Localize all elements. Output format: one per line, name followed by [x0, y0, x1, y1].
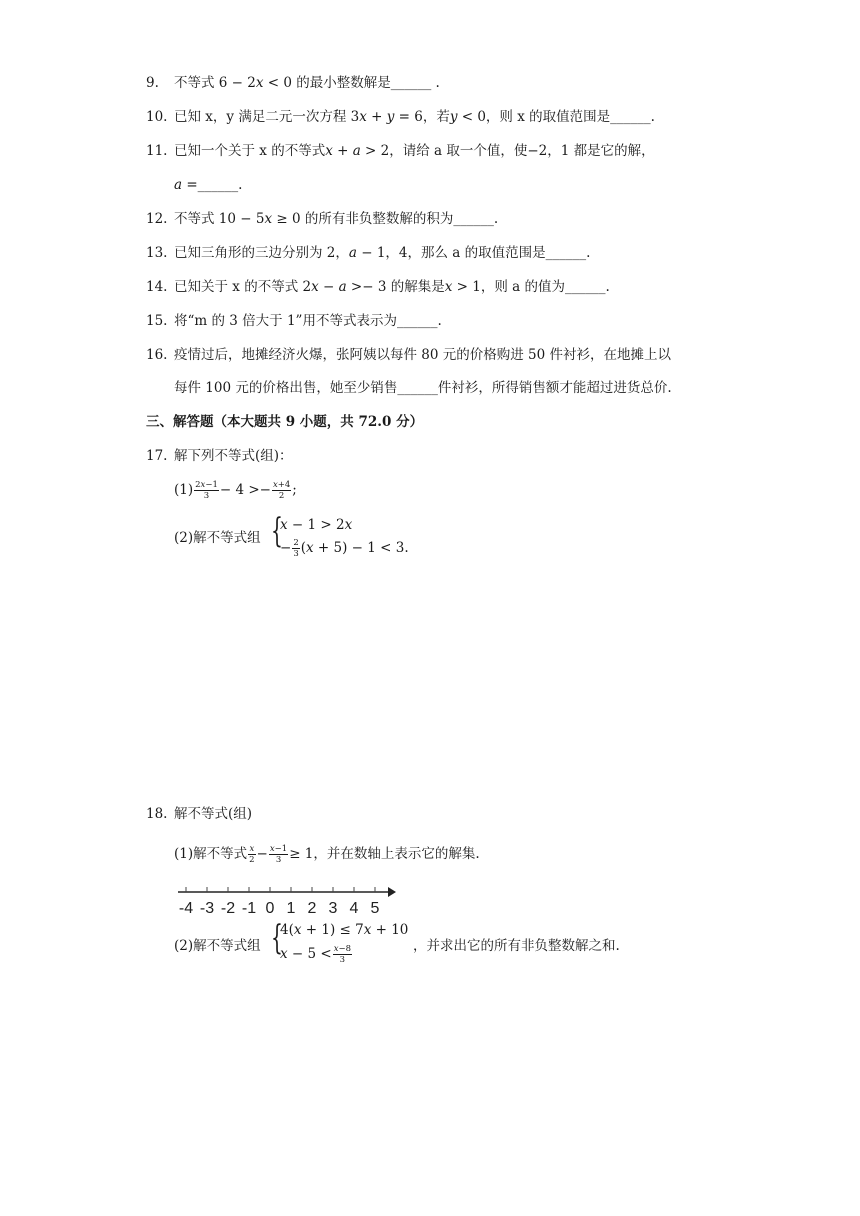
question-number: 12.	[146, 211, 168, 227]
fraction	[269, 844, 288, 865]
numerator: 𝑥	[249, 844, 255, 854]
axis-tick-label: -2	[220, 900, 236, 917]
numerator: 2	[293, 538, 299, 548]
axis-tick-label: 2	[307, 900, 317, 917]
question-text: 已知三角形的三边分别为 2，𝑎 − 1，4，那么 a 的取值范围是______.	[174, 245, 591, 261]
statement: ≥ 1，并在数轴上表示它的解集.	[289, 846, 480, 862]
question-text: 已知一个关于 x 的不等式𝑥 + 𝑎 > 2，请给 a 取一个值，使−2，1 都是它的解，	[174, 143, 655, 159]
axis-tick-label: -1	[241, 900, 257, 917]
axis-tick-label: -3	[199, 900, 215, 917]
fraction	[333, 944, 352, 965]
fraction	[272, 480, 291, 501]
question-number: 17.	[146, 448, 168, 464]
system-line-1: 𝑥 − 1 > 2𝑥	[280, 517, 353, 533]
instruction-text: ，并求出它的所有非负整数解之和.	[413, 938, 620, 954]
question-number: 15.	[146, 313, 168, 329]
part-label: (2)解不等式组	[174, 530, 261, 546]
numerator: 2𝑥−1	[195, 480, 218, 490]
minus-sign: −	[280, 540, 292, 556]
expression: 𝑥 − 5 <	[280, 946, 332, 962]
axis-tick-label: 3	[328, 900, 338, 917]
axis-tick-label: 4	[349, 900, 359, 917]
question-text: 不等式 10 − 5𝑥 ≥ 0 的所有非负整数解的积为______.	[174, 211, 499, 227]
question-number: 13.	[146, 245, 168, 261]
operator-text: −	[256, 846, 268, 862]
part-label: (2)解不等式组	[174, 938, 261, 954]
system-line-2	[280, 538, 409, 559]
question-text-line2: 每件 100 元的价格出售，她至少销售______件衬衫，所得销售额才能超过进货总价.	[174, 380, 672, 396]
operator-text: − 4 >−	[219, 482, 271, 498]
denominator: 3	[203, 491, 210, 501]
punctuation: .	[404, 540, 409, 556]
axis-tick-label: -4	[178, 900, 194, 917]
question-number: 11.	[146, 143, 168, 159]
axis-tick-label: 0	[265, 900, 275, 917]
question-text: 疫情过后，地摊经济火爆，张阿姨以每件 80 元的价格购进 50 件衬衫，在地摊上以	[174, 347, 672, 363]
question-number: 18.	[146, 806, 168, 822]
numerator: 𝑥+4	[272, 480, 291, 490]
system-line-2	[280, 944, 353, 965]
q18-part1	[174, 844, 480, 865]
number-line	[176, 884, 398, 918]
punctuation: ;	[292, 482, 297, 498]
expression: (𝑥 + 5) − 1 < 3	[300, 540, 405, 556]
question-text: 解下列不等式(组)：	[174, 448, 293, 464]
numerator: 𝑥−1	[269, 844, 288, 854]
question-text: 已知关于 x 的不等式 2𝑥 − 𝑎 >− 3 的解集是𝑥 > 1，则 a 的值为______.	[174, 279, 610, 295]
section-heading: 三、解答题（本大题共 9 小题，共 72.0 分）	[146, 414, 424, 430]
axis-arrow	[388, 887, 396, 897]
question-text: 不等式 6 − 2𝑥 < 0 的最小整数解是______ .	[174, 75, 440, 91]
question-number: 9.	[146, 75, 159, 91]
question-number: 10.	[146, 109, 168, 125]
question-text: 解不等式(组)	[174, 806, 253, 822]
question-text-line2: 𝑎 =______.	[174, 177, 243, 193]
axis-tick-label: 5	[370, 900, 380, 917]
denominator: 2	[249, 855, 255, 865]
denominator: 3	[293, 549, 299, 559]
q17-part1	[174, 480, 297, 501]
system-line-1: 4(𝑥 + 1) ≤ 7𝑥 + 10	[280, 922, 409, 938]
question-text: 已知 x，y 满足二元一次方程 3𝑥 + 𝑦 = 6，若𝑦 < 0，则 x 的取值范围是______.	[174, 109, 655, 125]
question-number: 14.	[146, 279, 168, 295]
axis-tick-label: 1	[286, 900, 296, 917]
denominator: 2	[278, 491, 285, 501]
question-number: 16.	[146, 347, 168, 363]
part-label: (1)解不等式	[174, 846, 248, 862]
fraction	[248, 844, 255, 865]
denominator: 3	[275, 855, 282, 865]
denominator: 3	[339, 955, 346, 965]
part-label: (1)	[174, 482, 194, 498]
system-brace: {	[271, 918, 283, 958]
fraction	[292, 538, 299, 559]
numerator: 𝑥−8	[333, 944, 352, 954]
system-brace: {	[271, 511, 283, 551]
question-text: 将“m 的 3 倍大于 1”用不等式表示为______.	[174, 313, 442, 329]
fraction	[194, 480, 219, 501]
